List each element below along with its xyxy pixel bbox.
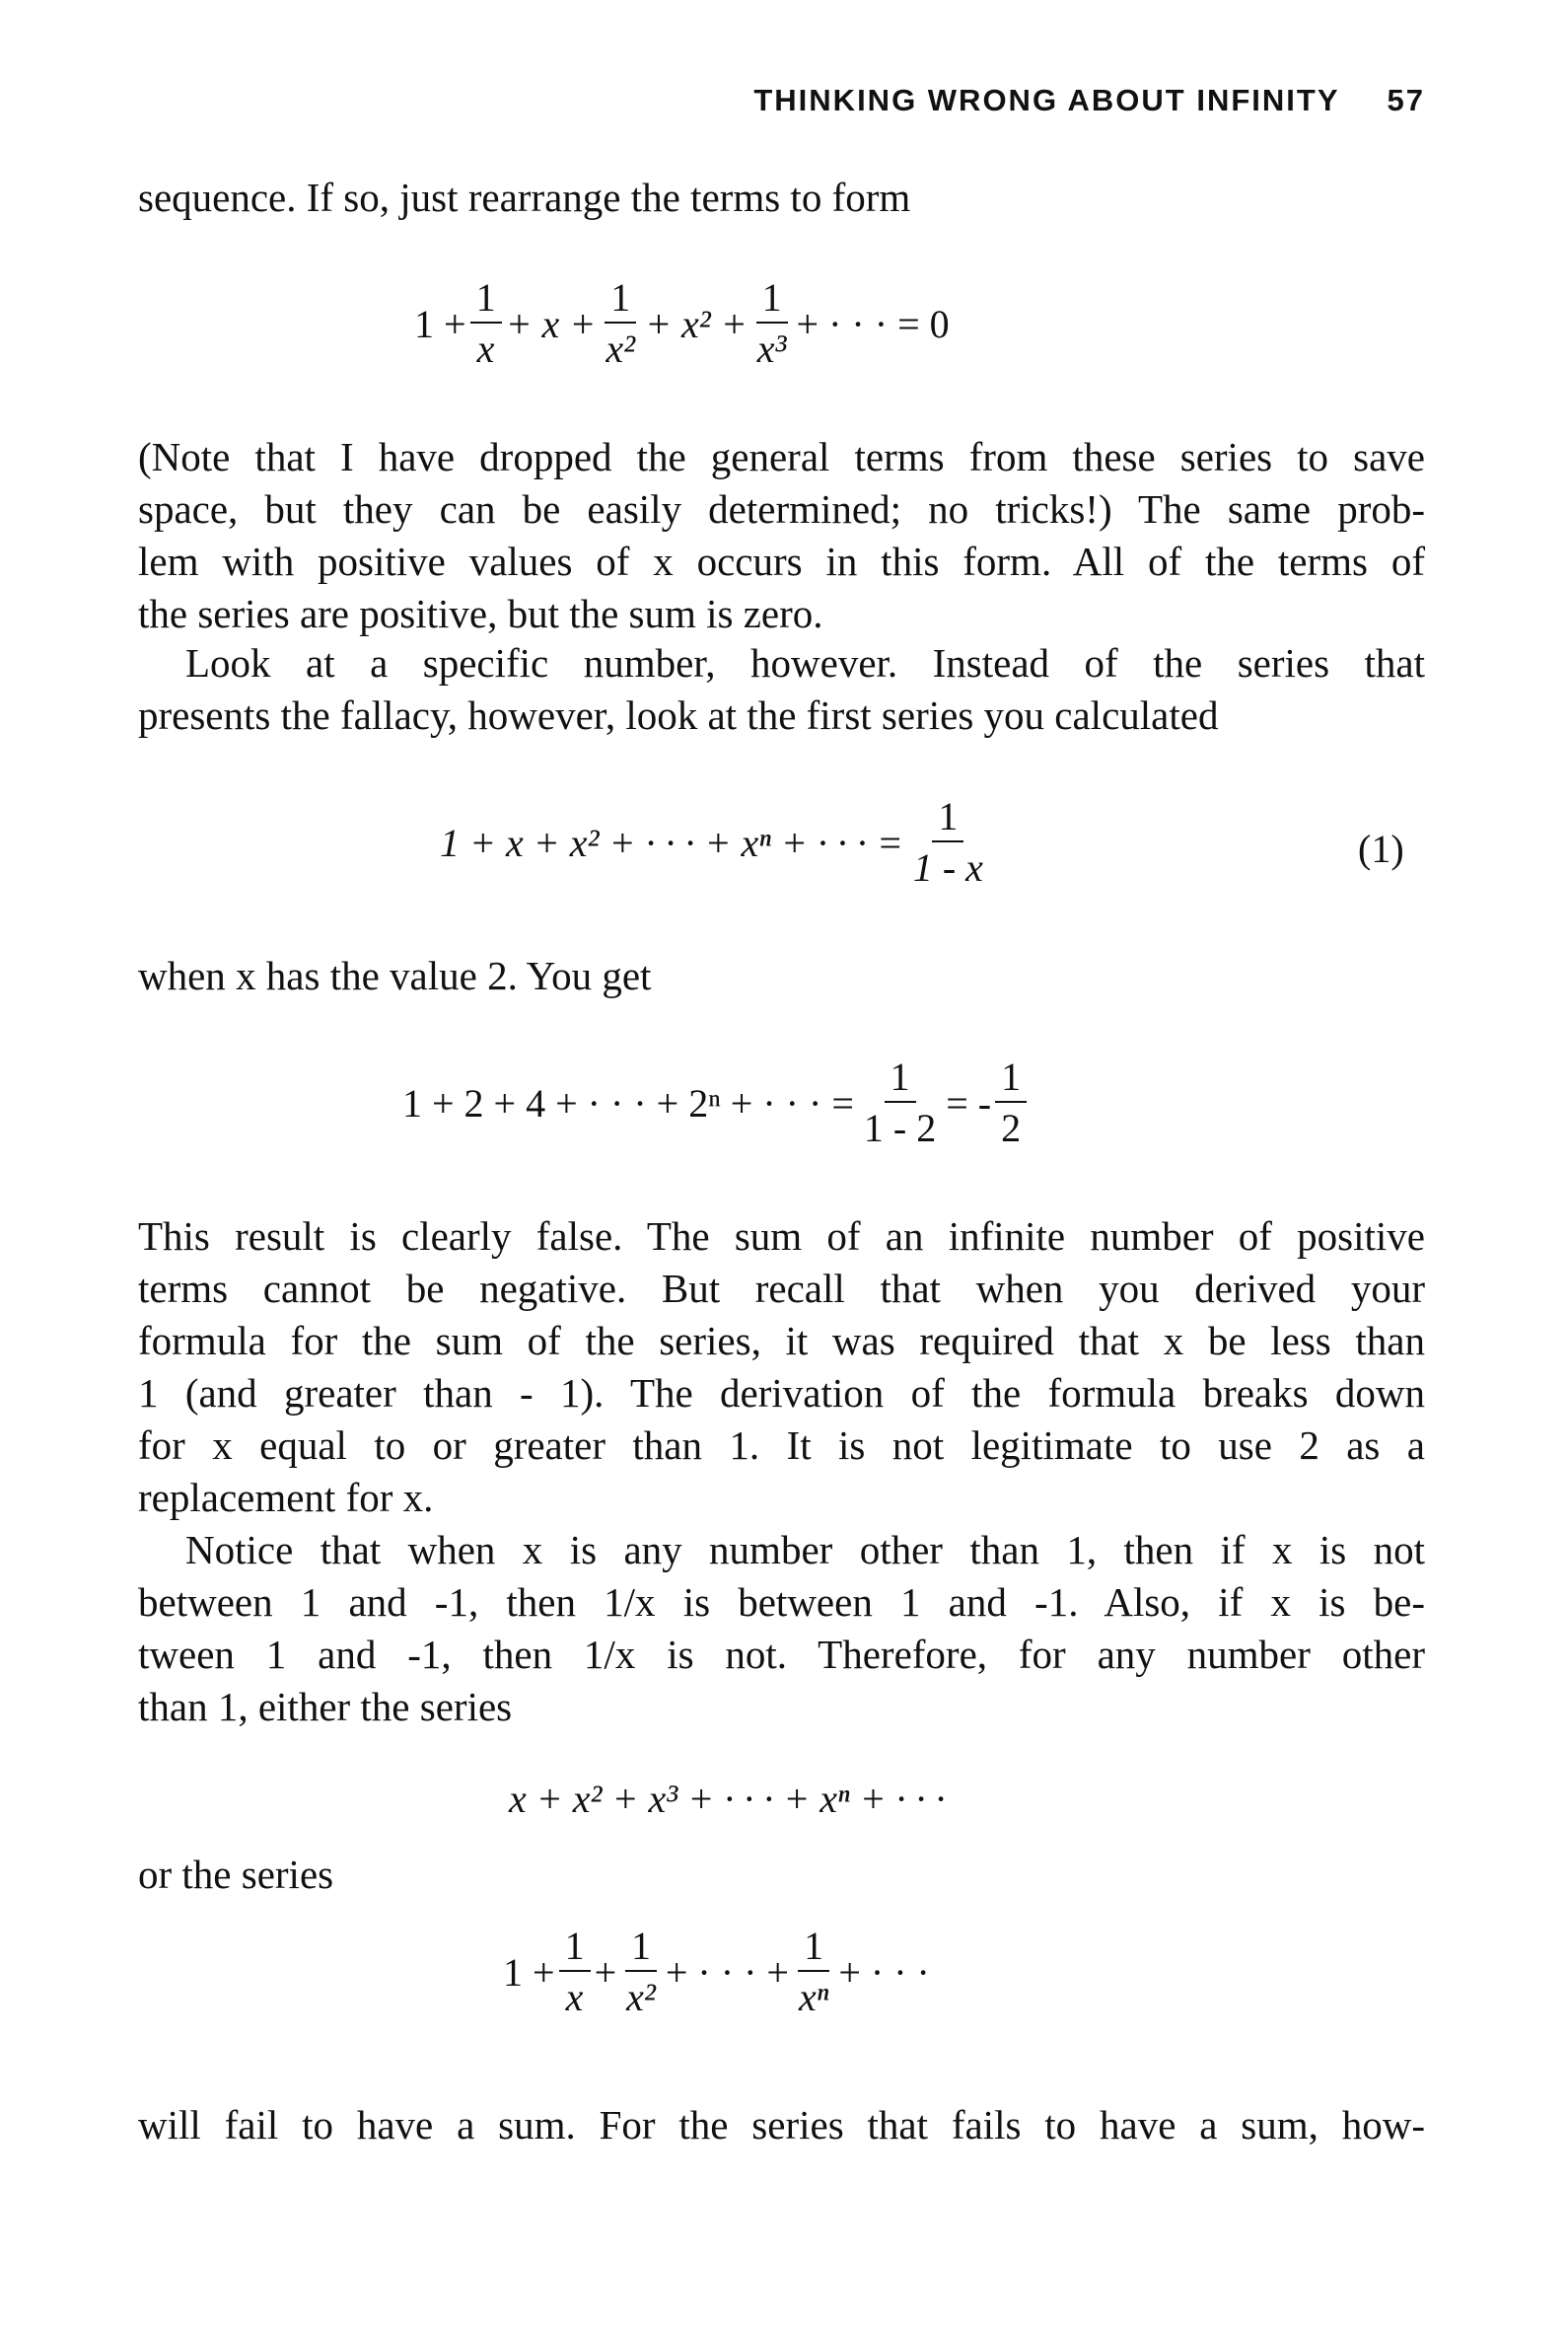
equation-geometric-series-x-2 <box>402 1057 1031 1148</box>
text-line: Look at a specific number, however. Instead of the series that <box>185 640 1425 686</box>
numerator: 1 <box>995 1057 1027 1103</box>
text-line: (Note that I have dropped the general terms from these series to save <box>138 434 1425 479</box>
text-line: replacement for x. <box>138 1475 434 1520</box>
denominator: x <box>476 327 495 371</box>
text-line: formula for the sum of the series, it was required that x be less than <box>138 1318 1425 1363</box>
eq-term: + · · · = 0 <box>796 301 950 346</box>
chapter-title: THINKING WRONG ABOUT INFINITY <box>753 83 1340 117</box>
paragraph-3 <box>138 637 1425 742</box>
text-line: presents the fallacy, however, look at the first series you calculated <box>138 692 1219 738</box>
text-line: space, but they can be easily determined; no tricks!) The same prob- <box>138 486 1425 532</box>
denominator: x³ <box>756 327 787 371</box>
eq-term: 1 + <box>503 1949 555 1995</box>
numerator: 1 <box>885 1057 916 1103</box>
text-line: between 1 and -1, then 1/x is between 1 and -1. Also, if x is be- <box>138 1579 1425 1625</box>
eq-term: + <box>594 1949 617 1995</box>
paragraph-6 <box>138 1524 1425 1733</box>
text-line: than 1, either the series <box>138 1684 513 1729</box>
text-line: the series are positive, but the sum is zero. <box>138 591 823 636</box>
denominator: 2 <box>1001 1106 1022 1150</box>
fraction-1-over-x-cubed <box>751 275 793 371</box>
numerator: 1 <box>625 1927 657 1972</box>
numerator: 1 <box>559 1927 591 1972</box>
running-head <box>138 83 1425 118</box>
equation-power-series <box>509 1776 946 1822</box>
numerator: 1 <box>798 1927 829 1972</box>
page-number: 57 <box>1387 83 1425 117</box>
fraction-1-over-1-minus-x <box>907 794 989 890</box>
fraction-1-over-x-squared <box>600 275 641 371</box>
text-line: or the series <box>138 1852 334 1897</box>
eq-term: 1 + <box>414 301 466 346</box>
fraction-1-over-2 <box>995 1057 1027 1148</box>
text-line: sequence. If so, just rearrange the terms to form <box>138 175 911 220</box>
text-line: 1 (and greater than - 1). The derivation of the formula breaks down <box>138 1370 1425 1416</box>
text-line: Notice that when x is any number other than 1, then if x is not <box>185 1527 1425 1572</box>
eq-term: + x + <box>505 301 597 346</box>
text-line: when x has the value 2. You get <box>138 953 652 998</box>
fraction-1-over-x <box>470 275 502 371</box>
denominator: 1 - 2 <box>863 1106 937 1150</box>
eq-lhs: 1 + x + x² + · · · + xⁿ + · · · = <box>440 820 903 865</box>
paragraph-5 <box>138 1210 1425 1524</box>
eq-term: + · · · + <box>665 1949 789 1995</box>
text-line: lem with positive values of x occurs in this form. All of the terms of <box>138 539 1425 584</box>
eq-term: + · · · <box>838 1949 930 1995</box>
numerator: 1 <box>605 278 636 324</box>
paragraph-4 <box>138 950 1425 1002</box>
denominator: xⁿ <box>798 1975 829 2019</box>
text-line: for x equal to or greater than 1. It is not legitimate to use 2 as a <box>138 1422 1425 1468</box>
paragraph-7 <box>138 1849 1425 1901</box>
text-line: will fail to have a sum. For the series that fails to have a sum, how- <box>138 2102 1425 2147</box>
equation-geometric-series <box>440 794 993 890</box>
paragraph-8 <box>138 2099 1425 2151</box>
denominator: x² <box>626 1975 656 2019</box>
fraction-1-over-x <box>559 1924 591 2019</box>
equation-number: (1) <box>1358 827 1404 871</box>
fraction-1-over-1-minus-2 <box>858 1057 942 1148</box>
text-line: tween 1 and -1, then 1/x is not. Therefore, for any number other <box>138 1632 1425 1677</box>
equation-rearranged-series <box>414 275 950 371</box>
denominator: x <box>565 1975 584 2019</box>
text-line: terms cannot be negative. But recall that when you derived your <box>138 1266 1425 1311</box>
eq-term: + x² + <box>645 301 748 346</box>
eq-term: = - <box>946 1080 992 1126</box>
fraction-1-over-x-squared <box>620 1924 662 2019</box>
denominator: 1 - x <box>912 845 983 890</box>
numerator: 1 <box>470 278 502 324</box>
eq-expression: x + x² + x³ + · · · + xⁿ + · · · <box>509 1777 946 1821</box>
numerator: 1 <box>932 797 963 842</box>
paragraph-1 <box>138 172 1425 224</box>
numerator: 1 <box>756 278 788 324</box>
fraction-1-over-x-to-n <box>793 1924 834 2019</box>
paragraph-2 <box>138 431 1425 640</box>
eq-lhs: 1 + 2 + 4 + · · · + 2ⁿ + · · · = <box>402 1080 854 1126</box>
equation-reciprocal-series <box>503 1924 930 2019</box>
denominator: x² <box>606 327 636 371</box>
text-line: This result is clearly false. The sum of an infinite number of positive <box>138 1213 1425 1259</box>
